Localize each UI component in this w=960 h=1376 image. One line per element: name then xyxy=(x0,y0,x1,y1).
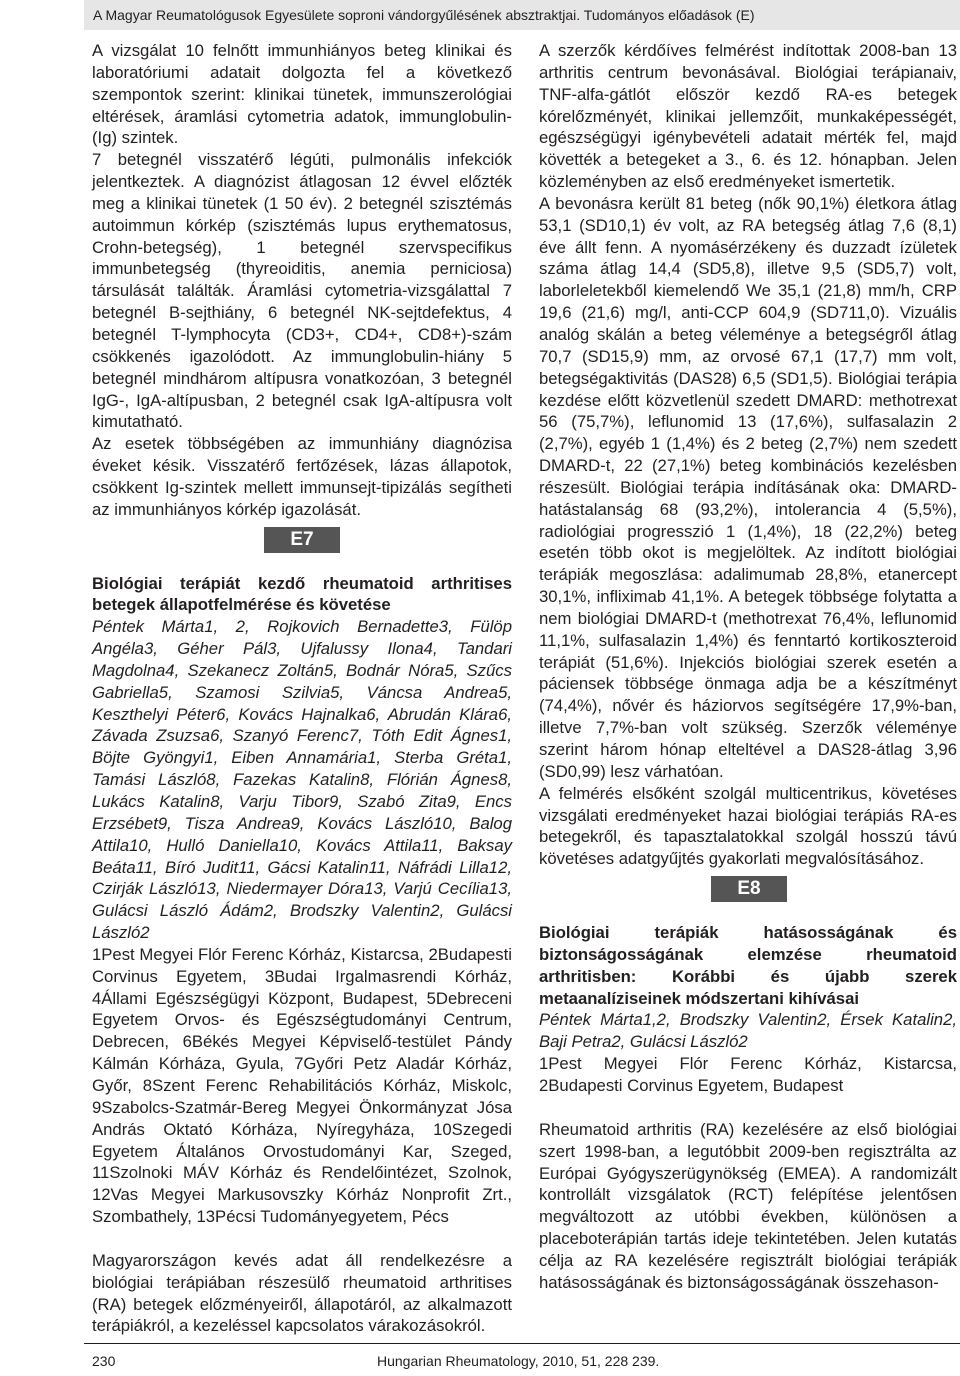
page-footer xyxy=(84,1351,960,1373)
affiliations: 1Pest Megyei Flór Ferenc Kórház, Kistarcsa, 2Budapesti Corvinus Egyetem, 3Budai Irgalmasrendi Kórház, 4Állami Egészségügyi Központ, Budapest, 5Debreceni Egyetem Orvos- és Egészségtudományi Centrum, Debrecen, 6Békés Megyei Képviselő-testület Pándy Kálmán Kórháza, Gyula, 7Győri Petz Aladár Kórház, Győr, 8Szent Ferenc Rehabilitációs Kórház, Miskolc, 9Szabolcs-Szatmár-Bereg Megyei Önkormányzat Jósa András Oktató Kórháza, Nyíregyháza, 10Szegedi Egyetem Általános Orvostudományi Kar, Szeged, 11Szolnoki MÁV Kórház és Rendelőintézet, Szolnok, 12Vas Megyei Markusovszky Kórház Nonprofit Zrt., Szombathely, 13Pécsi Tudományegyetem, Pécs xyxy=(92,944,512,1227)
running-header xyxy=(84,0,960,30)
paragraph: A bevonásra került 81 beteg (nők 90,1%) életkora átlag 53,1 (SD10,1) év volt, az RA betegség átlag 7,6 (8,1) éve állt fenn. A nyomásérzékeny és duzzadt ízületek száma átlag 14,4 (SD5,8), illetve 9,5 (SD5,7) volt, laborleletekből kiemelendő We 35,1 (21,8) mm/h, CRP 19,6 (21,6) mg/l, anti-CCP 604,9 (SD711,0). Vizuális analóg skálán a beteg véleménye a betegségről átlag 70,7 (SD15,9) mm, az orvosé 67,1 (17,7) mm volt, betegségaktivitás (DAS28) 6,5 (SD1,5). Biológiai terápia kezdése előtt közvetlenül szedett DMARD: methotrexat 56 (75,7%), leflunomid 13 (17,6%), sulfasalazin 2 (2,7%), egyéb 1 (1,4%) és 2 beteg (2,7%) nem szedett DMARD-t, 22 (27,1%) beteg kombinációs kezelésben részesült. Biológiai terápia indításának oka: DMARD-hatástalanság 68 (93,2%), intolerancia 4 (5,5%), radiológiai progresszió 1 (1,4%), 18 (22,2%) beteg esetén több okot is megjelöltek. Az indított biológiai terápiák megoszlása: adalimumab 28,8%, etanercept 30,1%, infliximab 41,1%. A betegek többsége folytatta a nem biológiai DMARD-t (methotrexat 76,4%, leflunomid 11,1%, sulfasalazin 1,4%) és fenntartó kortikoszteroid terápiát (51,6%). Injekciós biológiai szerek esetén a páciensek többsége önmaga adja be a készítményt (74,4%), nővér és háziorvos segítségére 17,9%-ban, illetve 7,7%-ban volt szükség. Szerzők véleménye szerint három hónap elteltével a DAS28-átlag 3,96 (SD0,99) lesz várhatóan. xyxy=(539,193,957,781)
paragraph: A vizsgálat 10 felnőtt immunhiányos beteg klinikai és laboratóriumi adatait dolgozta fel a következő szempontok szerint: klinikai tünetek, immunszerológiai eltérések, áramlási cytometria adatok, immunglobulin-(Ig) szintek. xyxy=(92,41,512,148)
left-column xyxy=(92,40,512,1337)
paragraph: A felmérés elsőként szolgál multicentrikus, követéses vizsgálati eredményeket hazai biológiai terápiás RA-es betegekről, és tapasztalatokkal szolgál hosszú távú követéses adatgyűjtés gyakorlati megvalósításához. xyxy=(539,783,957,869)
running-header-text: A Magyar Reumatológusok Egyesülete soproni vándorgyűlésének absztraktjai. Tudományos előadások (E) xyxy=(93,7,755,23)
abstract-number-badge: E7 xyxy=(264,527,340,553)
paragraph: A szerzők kérdőíves felmérést indítottak 2008-ban 13 arthritis centrum bevonásával. Biológiai terápianaiv, TNF-alfa-gátlót először kezdő RA-es betegek kórelőzményét, klinikai jellemzőit, munkaképességét, egészségügyi igénybevételi adatait mérték fel, majd követték a betegeket a 3., 6. és 12. hónapban. Jelen közleményben az első eredményeket ismertetik. xyxy=(539,41,957,192)
author-list: Péntek Márta1,2, Brodszky Valentin2, Érsek Katalin2, Baji Petra2, Gulácsi László2 xyxy=(539,1010,957,1052)
abstract-title: Biológiai terápiák hatásosságának és biztonságosságának elemzése rheumatoid arthritisben: Korábbi és újabb szerek metaanalíziseinek módszertani kihívásai xyxy=(539,923,957,1008)
paragraph: Magyarországon kevés adat áll rendelkezésre a biológiai terápiában részesülő rheumatoid arthritises (RA) betegek előzményeiről, állapotáról, az alkalmazott terápiákról, a kezeléssel kapcsolatos várakozásokról. xyxy=(92,1250,512,1336)
footer-divider xyxy=(84,1343,960,1344)
abstract-title: Biológiai terápiát kezdő rheumatoid arthritises betegek állapotfelmérése és követése xyxy=(92,573,512,615)
journal-reference: Hungarian Rheumatology, 2010, 51, 228 239. xyxy=(377,1353,660,1369)
right-column xyxy=(539,40,957,1294)
paragraph: Az esetek többségében az immunhiány diagnózisa éveket késik. Visszatérő fertőzések, lázas állapotok, csökkent Ig-szintek mellett immunsejt-tipizálás segítheti az immunhiányos kórkép igazolását. xyxy=(92,434,512,519)
abstract-number-badge: E8 xyxy=(711,876,787,902)
affiliations: 1Pest Megyei Flór Ferenc Kórház, Kistarcsa, 2Budapesti Corvinus Egyetem, Budapest xyxy=(539,1054,957,1095)
page-number: 230 xyxy=(92,1353,116,1369)
author-list: Péntek Márta1, 2, Rojkovich Bernadette3, Fülöp Angéla3, Géher Pál3, Ujfalussy Ilona4, Tandari Magdolna4, Szekanecz Zoltán5, Bodnár Nóra5, Szűcs Gabriella5, Szamosi Szilvia5, Váncsa Andrea5, Keszthelyi Péter6, Kovács Hajnalka6, Abrudán Klára6, Závada Zsuzsa6, Szanyó Ferenc7, Tóth Edit Ágnes1, Böjte Gyöngyi1, Eiben Annamária1, Sterba Gréta1, Tamási László8, Fazekas Katalin8, Flórián Ágnes8, Lukács Katalin8, Varju Tibor9, Szabó Zita9, Encs Erzsébet9, Tisza Andrea9, Kovács László10, Balog Attila10, Hulló Daniella10, Kovács Attila11, Baksay Beáta11, Bíró Judit11, Gácsi Katalin11, Náfrádi Lilla12, Czirják László13, Niedermayer Dóra13, Varjú Cecília13, Gulácsi László Ádám2, Brodszky Valentin2, Gulácsi László2 xyxy=(92,617,512,943)
paragraph: Rheumatoid arthritis (RA) kezelésére az első biológiai szert 1998-ban, a legutóbbit 2009-ben regisztrálta az Európai Gyógyszerügynökség (EMEA). A randomizált kontrollált vizsgálatok (RCT) felépítése jelentősen megváltozott az utóbbi években, különösen a placeboterápián tartás ideje tekintetében. Jelen kutatás célja az RA kezelésére regisztrált biológiai terápiák hatásosságának és biztonságosságának összehason- xyxy=(539,1119,957,1292)
paragraph: 7 betegnél visszatérő légúti, pulmonális infekciók jelentkeztek. A diagnózist átlagosan 12 évvel előzték meg a klinikai tünetek (1 50 év). 2 betegnél szisztémás autoimmun kórkép (szisztémás lupus erythematosus, Crohn-betegség), 1 betegnél szervspecifikus immunbetegség (thyreoiditis, anemia perniciosa) társulását találták. Áramlási cytometria-vizsgálattal 7 betegnél B-sejthiány, 6 betegnél NK-sejtdefektus, 4 betegnél T-lymphocyta (CD3+, CD4+, CD8+)-szám csökkenés igazolódott. Az immunglobulin-hiány 5 betegnél mindhárom altípusra vonatkozóan, 3 betegnél IgG-, IgA-altípusban, 2 betegnél csak IgA-altípusra volt kimutatható. xyxy=(92,150,512,432)
